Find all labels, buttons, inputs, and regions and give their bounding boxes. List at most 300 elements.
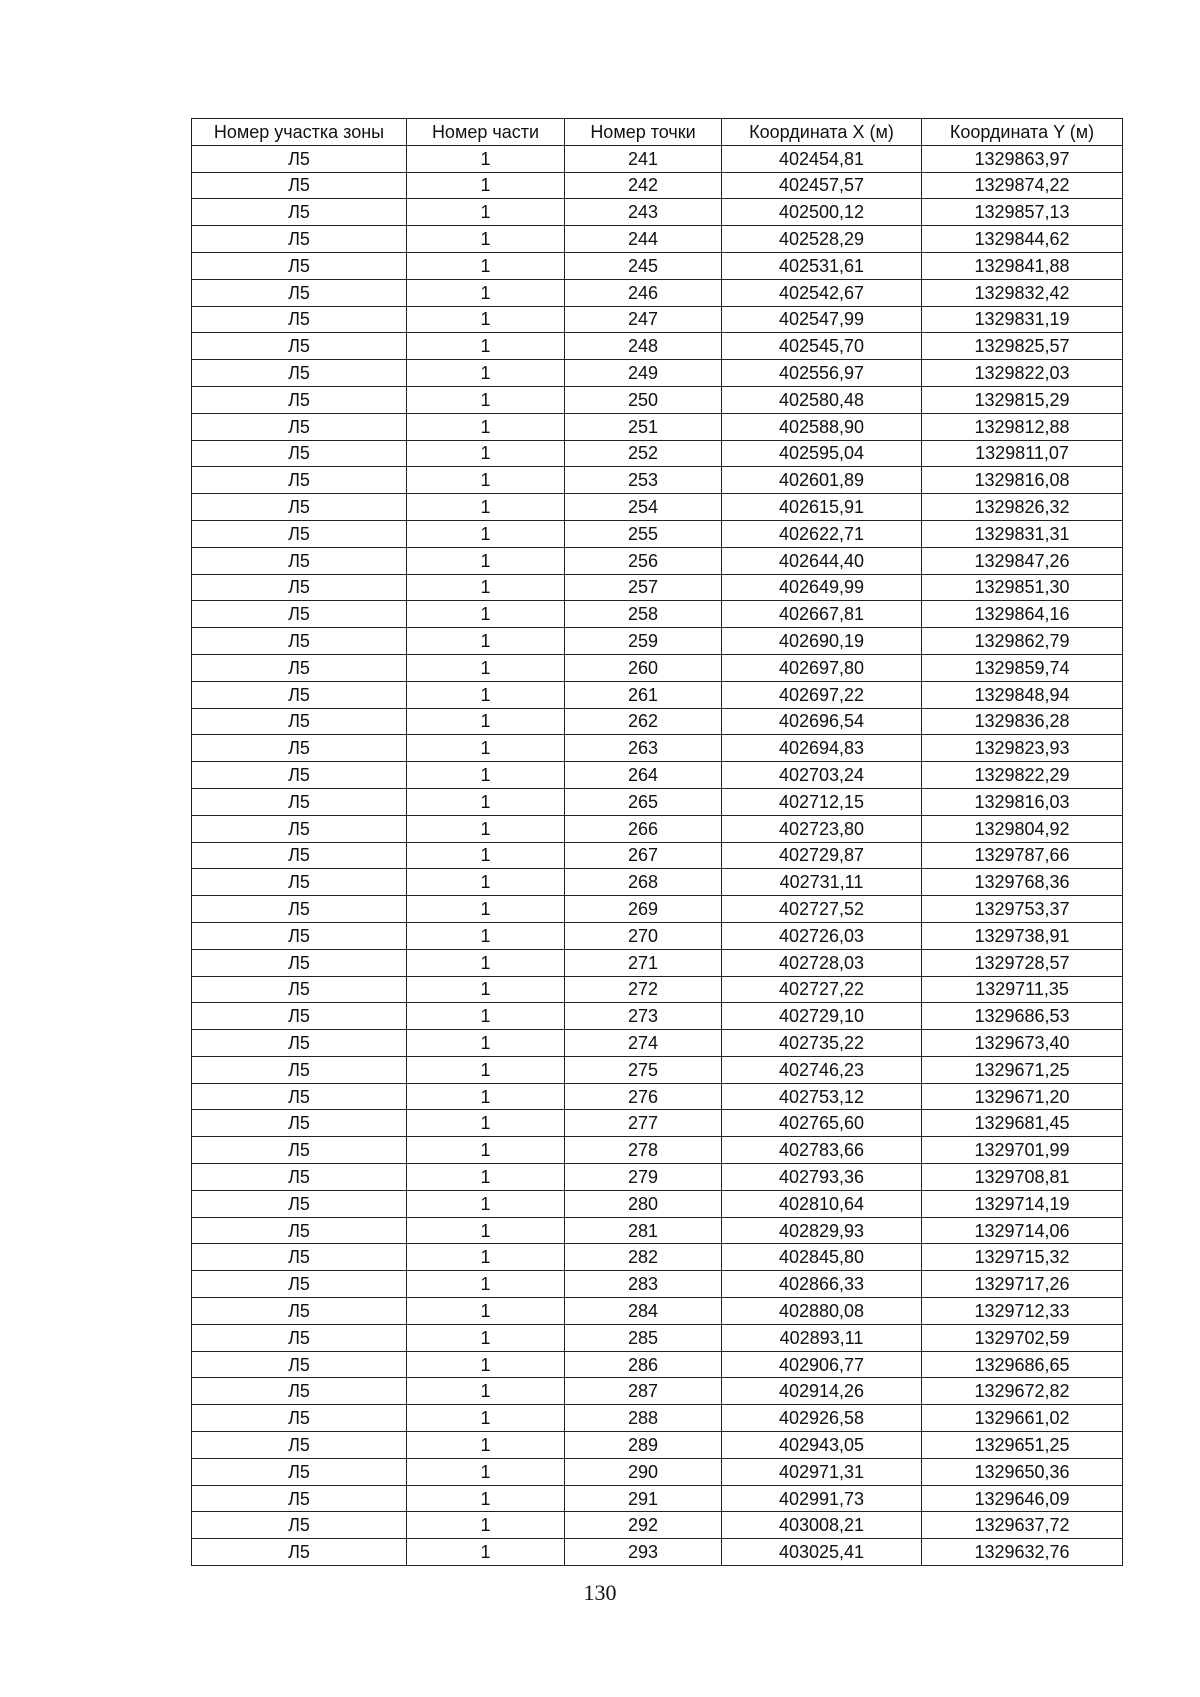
cell-part-number: 1 <box>407 681 565 708</box>
cell-zone-section: Л5 <box>192 788 407 815</box>
cell-point-number: 255 <box>565 520 722 547</box>
cell-zone-section: Л5 <box>192 735 407 762</box>
table-row <box>192 1378 1123 1405</box>
cell-coordinate-x: 402696,54 <box>722 708 922 735</box>
cell-point-number: 254 <box>565 494 722 521</box>
cell-coordinate-x: 402746,23 <box>722 1056 922 1083</box>
cell-part-number: 1 <box>407 628 565 655</box>
cell-zone-section: Л5 <box>192 386 407 413</box>
cell-coordinate-x: 402880,08 <box>722 1298 922 1325</box>
cell-coordinate-x: 402712,15 <box>722 788 922 815</box>
cell-coordinate-x: 402810,64 <box>722 1190 922 1217</box>
table-row <box>192 842 1123 869</box>
table-row <box>192 386 1123 413</box>
table-row <box>192 1485 1123 1512</box>
cell-coordinate-y: 1329851,30 <box>922 574 1123 601</box>
cell-coordinate-x: 402866,33 <box>722 1271 922 1298</box>
cell-point-number: 278 <box>565 1137 722 1164</box>
cell-point-number: 277 <box>565 1110 722 1137</box>
cell-coordinate-y: 1329650,36 <box>922 1458 1123 1485</box>
cell-zone-section: Л5 <box>192 333 407 360</box>
cell-coordinate-y: 1329836,28 <box>922 708 1123 735</box>
cell-coordinate-y: 1329822,03 <box>922 360 1123 387</box>
cell-part-number: 1 <box>407 1110 565 1137</box>
table-row <box>192 788 1123 815</box>
cell-point-number: 263 <box>565 735 722 762</box>
cell-coordinate-x: 402783,66 <box>722 1137 922 1164</box>
cell-coordinate-y: 1329857,13 <box>922 199 1123 226</box>
cell-part-number: 1 <box>407 1405 565 1432</box>
cell-point-number: 266 <box>565 815 722 842</box>
cell-point-number: 258 <box>565 601 722 628</box>
cell-coordinate-y: 1329826,32 <box>922 494 1123 521</box>
cell-part-number: 1 <box>407 1217 565 1244</box>
cell-zone-section: Л5 <box>192 199 407 226</box>
cell-point-number: 257 <box>565 574 722 601</box>
cell-part-number: 1 <box>407 654 565 681</box>
cell-point-number: 242 <box>565 172 722 199</box>
cell-zone-section: Л5 <box>192 815 407 842</box>
cell-part-number: 1 <box>407 1030 565 1057</box>
cell-coordinate-x: 402580,48 <box>722 386 922 413</box>
cell-coordinate-y: 1329753,37 <box>922 896 1123 923</box>
table-row <box>192 306 1123 333</box>
table-row <box>192 1244 1123 1271</box>
cell-coordinate-x: 402595,04 <box>722 440 922 467</box>
table-row <box>192 1137 1123 1164</box>
cell-point-number: 272 <box>565 976 722 1003</box>
cell-coordinate-y: 1329728,57 <box>922 949 1123 976</box>
cell-coordinate-y: 1329632,76 <box>922 1539 1123 1566</box>
cell-zone-section: Л5 <box>192 1244 407 1271</box>
cell-point-number: 268 <box>565 869 722 896</box>
cell-zone-section: Л5 <box>192 1217 407 1244</box>
table-row <box>192 145 1123 172</box>
cell-part-number: 1 <box>407 1298 565 1325</box>
cell-point-number: 274 <box>565 1030 722 1057</box>
cell-coordinate-x: 402556,97 <box>722 360 922 387</box>
cell-point-number: 260 <box>565 654 722 681</box>
cell-coordinate-x: 402723,80 <box>722 815 922 842</box>
table-row <box>192 199 1123 226</box>
cell-coordinate-x: 402845,80 <box>722 1244 922 1271</box>
table-row <box>192 815 1123 842</box>
cell-part-number: 1 <box>407 1056 565 1083</box>
table-row <box>192 360 1123 387</box>
cell-zone-section: Л5 <box>192 1110 407 1137</box>
table-row <box>192 1351 1123 1378</box>
cell-coordinate-x: 402615,91 <box>722 494 922 521</box>
cell-coordinate-y: 1329841,88 <box>922 252 1123 279</box>
cell-zone-section: Л5 <box>192 1458 407 1485</box>
cell-part-number: 1 <box>407 1378 565 1405</box>
cell-point-number: 262 <box>565 708 722 735</box>
cell-point-number: 246 <box>565 279 722 306</box>
cell-part-number: 1 <box>407 1539 565 1566</box>
cell-coordinate-y: 1329815,29 <box>922 386 1123 413</box>
table-row <box>192 520 1123 547</box>
cell-coordinate-y: 1329864,16 <box>922 601 1123 628</box>
cell-part-number: 1 <box>407 1003 565 1030</box>
cell-zone-section: Л5 <box>192 976 407 1003</box>
cell-coordinate-x: 402731,11 <box>722 869 922 896</box>
cell-part-number: 1 <box>407 1432 565 1459</box>
cell-zone-section: Л5 <box>192 601 407 628</box>
cell-zone-section: Л5 <box>192 145 407 172</box>
cell-part-number: 1 <box>407 1190 565 1217</box>
cell-zone-section: Л5 <box>192 494 407 521</box>
table-row <box>192 628 1123 655</box>
cell-coordinate-y: 1329671,20 <box>922 1083 1123 1110</box>
cell-zone-section: Л5 <box>192 1512 407 1539</box>
cell-part-number: 1 <box>407 333 565 360</box>
cell-coordinate-y: 1329823,93 <box>922 735 1123 762</box>
page-number: 130 <box>583 1580 617 1605</box>
cell-coordinate-x: 402735,22 <box>722 1030 922 1057</box>
table-body <box>192 145 1123 1565</box>
table-row <box>192 1083 1123 1110</box>
header-coordinate-x: Координата X (м) <box>722 119 922 146</box>
cell-zone-section: Л5 <box>192 1030 407 1057</box>
cell-coordinate-y: 1329711,35 <box>922 976 1123 1003</box>
cell-zone-section: Л5 <box>192 306 407 333</box>
cell-coordinate-y: 1329714,06 <box>922 1217 1123 1244</box>
cell-part-number: 1 <box>407 199 565 226</box>
cell-coordinate-y: 1329768,36 <box>922 869 1123 896</box>
cell-coordinate-x: 402545,70 <box>722 333 922 360</box>
cell-coordinate-y: 1329787,66 <box>922 842 1123 869</box>
coordinates-table <box>191 118 1123 1566</box>
cell-part-number: 1 <box>407 1271 565 1298</box>
cell-point-number: 282 <box>565 1244 722 1271</box>
cell-coordinate-x: 402991,73 <box>722 1485 922 1512</box>
cell-coordinate-x: 402531,61 <box>722 252 922 279</box>
cell-coordinate-x: 402829,93 <box>722 1217 922 1244</box>
cell-coordinate-x: 402601,89 <box>722 467 922 494</box>
cell-coordinate-y: 1329637,72 <box>922 1512 1123 1539</box>
table-row <box>192 1164 1123 1191</box>
cell-coordinate-y: 1329811,07 <box>922 440 1123 467</box>
cell-point-number: 256 <box>565 547 722 574</box>
cell-zone-section: Л5 <box>192 1164 407 1191</box>
cell-part-number: 1 <box>407 172 565 199</box>
cell-coordinate-y: 1329831,19 <box>922 306 1123 333</box>
cell-coordinate-x: 402690,19 <box>722 628 922 655</box>
table-row <box>192 681 1123 708</box>
cell-point-number: 247 <box>565 306 722 333</box>
cell-zone-section: Л5 <box>192 1539 407 1566</box>
cell-part-number: 1 <box>407 252 565 279</box>
header-part-number: Номер части <box>407 119 565 146</box>
cell-zone-section: Л5 <box>192 1190 407 1217</box>
cell-coordinate-x: 402943,05 <box>722 1432 922 1459</box>
cell-coordinate-y: 1329646,09 <box>922 1485 1123 1512</box>
cell-zone-section: Л5 <box>192 869 407 896</box>
cell-part-number: 1 <box>407 601 565 628</box>
cell-coordinate-x: 402971,31 <box>722 1458 922 1485</box>
table-row <box>192 1298 1123 1325</box>
cell-point-number: 271 <box>565 949 722 976</box>
table-row <box>192 494 1123 521</box>
cell-coordinate-y: 1329804,92 <box>922 815 1123 842</box>
cell-zone-section: Л5 <box>192 842 407 869</box>
cell-zone-section: Л5 <box>192 252 407 279</box>
table-row <box>192 1324 1123 1351</box>
cell-coordinate-x: 402622,71 <box>722 520 922 547</box>
table-row <box>192 654 1123 681</box>
cell-point-number: 244 <box>565 226 722 253</box>
cell-point-number: 279 <box>565 1164 722 1191</box>
table-row <box>192 949 1123 976</box>
table-row <box>192 1405 1123 1432</box>
cell-zone-section: Л5 <box>192 360 407 387</box>
cell-part-number: 1 <box>407 1137 565 1164</box>
table-row <box>192 762 1123 789</box>
cell-coordinate-x: 403025,41 <box>722 1539 922 1566</box>
cell-coordinate-x: 402729,87 <box>722 842 922 869</box>
cell-zone-section: Л5 <box>192 226 407 253</box>
cell-coordinate-x: 402588,90 <box>722 413 922 440</box>
cell-coordinate-y: 1329715,32 <box>922 1244 1123 1271</box>
cell-coordinate-x: 402728,03 <box>722 949 922 976</box>
cell-point-number: 288 <box>565 1405 722 1432</box>
cell-coordinate-y: 1329859,74 <box>922 654 1123 681</box>
cell-zone-section: Л5 <box>192 1405 407 1432</box>
cell-coordinate-y: 1329848,94 <box>922 681 1123 708</box>
cell-coordinate-y: 1329681,45 <box>922 1110 1123 1137</box>
cell-point-number: 249 <box>565 360 722 387</box>
table-row <box>192 1217 1123 1244</box>
cell-zone-section: Л5 <box>192 1083 407 1110</box>
cell-part-number: 1 <box>407 413 565 440</box>
cell-coordinate-y: 1329822,29 <box>922 762 1123 789</box>
table-row <box>192 1190 1123 1217</box>
cell-part-number: 1 <box>407 467 565 494</box>
cell-zone-section: Л5 <box>192 413 407 440</box>
header-zone-section: Номер участка зоны <box>192 119 407 146</box>
cell-part-number: 1 <box>407 922 565 949</box>
table-row <box>192 1458 1123 1485</box>
cell-point-number: 286 <box>565 1351 722 1378</box>
cell-part-number: 1 <box>407 762 565 789</box>
cell-zone-section: Л5 <box>192 1003 407 1030</box>
cell-coordinate-y: 1329672,82 <box>922 1378 1123 1405</box>
cell-point-number: 245 <box>565 252 722 279</box>
cell-coordinate-x: 402454,81 <box>722 145 922 172</box>
cell-coordinate-y: 1329714,19 <box>922 1190 1123 1217</box>
table-header <box>192 119 1123 146</box>
cell-coordinate-y: 1329862,79 <box>922 628 1123 655</box>
cell-coordinate-x: 402528,29 <box>722 226 922 253</box>
cell-part-number: 1 <box>407 306 565 333</box>
cell-point-number: 285 <box>565 1324 722 1351</box>
cell-coordinate-x: 402914,26 <box>722 1378 922 1405</box>
cell-point-number: 291 <box>565 1485 722 1512</box>
cell-coordinate-y: 1329738,91 <box>922 922 1123 949</box>
table-row <box>192 1003 1123 1030</box>
table-row <box>192 708 1123 735</box>
table-row <box>192 601 1123 628</box>
cell-point-number: 275 <box>565 1056 722 1083</box>
cell-part-number: 1 <box>407 494 565 521</box>
table-row <box>192 574 1123 601</box>
cell-coordinate-x: 402727,22 <box>722 976 922 1003</box>
cell-coordinate-y: 1329712,33 <box>922 1298 1123 1325</box>
cell-zone-section: Л5 <box>192 1298 407 1325</box>
cell-part-number: 1 <box>407 547 565 574</box>
cell-point-number: 283 <box>565 1271 722 1298</box>
cell-zone-section: Л5 <box>192 547 407 574</box>
cell-zone-section: Л5 <box>192 1324 407 1351</box>
cell-zone-section: Л5 <box>192 279 407 306</box>
cell-coordinate-x: 402697,22 <box>722 681 922 708</box>
cell-point-number: 292 <box>565 1512 722 1539</box>
cell-coordinate-y: 1329671,25 <box>922 1056 1123 1083</box>
cell-part-number: 1 <box>407 1083 565 1110</box>
cell-point-number: 284 <box>565 1298 722 1325</box>
table-row <box>192 1271 1123 1298</box>
cell-part-number: 1 <box>407 1164 565 1191</box>
cell-zone-section: Л5 <box>192 520 407 547</box>
cell-coordinate-y: 1329816,08 <box>922 467 1123 494</box>
table-row <box>192 1539 1123 1566</box>
cell-zone-section: Л5 <box>192 1378 407 1405</box>
cell-coordinate-y: 1329816,03 <box>922 788 1123 815</box>
table-row <box>192 1512 1123 1539</box>
cell-zone-section: Л5 <box>192 1056 407 1083</box>
cell-coordinate-y: 1329661,02 <box>922 1405 1123 1432</box>
cell-coordinate-x: 402644,40 <box>722 547 922 574</box>
cell-zone-section: Л5 <box>192 896 407 923</box>
cell-part-number: 1 <box>407 788 565 815</box>
cell-point-number: 293 <box>565 1539 722 1566</box>
cell-coordinate-y: 1329651,25 <box>922 1432 1123 1459</box>
cell-coordinate-y: 1329717,26 <box>922 1271 1123 1298</box>
cell-part-number: 1 <box>407 1244 565 1271</box>
cell-part-number: 1 <box>407 949 565 976</box>
cell-part-number: 1 <box>407 735 565 762</box>
cell-coordinate-x: 402500,12 <box>722 199 922 226</box>
cell-coordinate-x: 402753,12 <box>722 1083 922 1110</box>
cell-zone-section: Л5 <box>192 1137 407 1164</box>
cell-part-number: 1 <box>407 815 565 842</box>
cell-zone-section: Л5 <box>192 922 407 949</box>
cell-part-number: 1 <box>407 574 565 601</box>
table-row <box>192 333 1123 360</box>
cell-coordinate-x: 402694,83 <box>722 735 922 762</box>
table-row <box>192 1432 1123 1459</box>
table-row <box>192 467 1123 494</box>
cell-coordinate-y: 1329825,57 <box>922 333 1123 360</box>
cell-point-number: 265 <box>565 788 722 815</box>
cell-point-number: 250 <box>565 386 722 413</box>
cell-zone-section: Л5 <box>192 654 407 681</box>
cell-zone-section: Л5 <box>192 949 407 976</box>
cell-part-number: 1 <box>407 386 565 413</box>
table-row <box>192 869 1123 896</box>
cell-part-number: 1 <box>407 1512 565 1539</box>
cell-part-number: 1 <box>407 1458 565 1485</box>
cell-point-number: 243 <box>565 199 722 226</box>
cell-coordinate-y: 1329844,62 <box>922 226 1123 253</box>
cell-coordinate-x: 402542,67 <box>722 279 922 306</box>
cell-part-number: 1 <box>407 145 565 172</box>
cell-point-number: 251 <box>565 413 722 440</box>
cell-part-number: 1 <box>407 279 565 306</box>
table-row <box>192 1030 1123 1057</box>
cell-part-number: 1 <box>407 708 565 735</box>
cell-point-number: 290 <box>565 1458 722 1485</box>
cell-coordinate-x: 402926,58 <box>722 1405 922 1432</box>
table-row <box>192 413 1123 440</box>
cell-coordinate-x: 402765,60 <box>722 1110 922 1137</box>
cell-point-number: 280 <box>565 1190 722 1217</box>
cell-zone-section: Л5 <box>192 1485 407 1512</box>
cell-coordinate-x: 402726,03 <box>722 922 922 949</box>
cell-coordinate-x: 402457,57 <box>722 172 922 199</box>
cell-point-number: 252 <box>565 440 722 467</box>
cell-part-number: 1 <box>407 976 565 1003</box>
cell-part-number: 1 <box>407 842 565 869</box>
cell-part-number: 1 <box>407 1324 565 1351</box>
cell-point-number: 281 <box>565 1217 722 1244</box>
cell-point-number: 248 <box>565 333 722 360</box>
cell-coordinate-x: 402649,99 <box>722 574 922 601</box>
cell-zone-section: Л5 <box>192 467 407 494</box>
cell-coordinate-x: 402727,52 <box>722 896 922 923</box>
cell-coordinate-y: 1329708,81 <box>922 1164 1123 1191</box>
cell-part-number: 1 <box>407 360 565 387</box>
cell-zone-section: Л5 <box>192 681 407 708</box>
cell-zone-section: Л5 <box>192 1271 407 1298</box>
cell-point-number: 270 <box>565 922 722 949</box>
table-row <box>192 226 1123 253</box>
cell-zone-section: Л5 <box>192 172 407 199</box>
cell-part-number: 1 <box>407 226 565 253</box>
cell-coordinate-y: 1329686,53 <box>922 1003 1123 1030</box>
cell-point-number: 264 <box>565 762 722 789</box>
cell-coordinate-x: 402547,99 <box>722 306 922 333</box>
cell-coordinate-x: 402667,81 <box>722 601 922 628</box>
table-row <box>192 547 1123 574</box>
table-row <box>192 922 1123 949</box>
cell-point-number: 241 <box>565 145 722 172</box>
table-row <box>192 896 1123 923</box>
cell-coordinate-y: 1329863,97 <box>922 145 1123 172</box>
cell-part-number: 1 <box>407 896 565 923</box>
table-row <box>192 172 1123 199</box>
cell-point-number: 253 <box>565 467 722 494</box>
table-row <box>192 976 1123 1003</box>
cell-point-number: 259 <box>565 628 722 655</box>
table-row <box>192 279 1123 306</box>
header-point-number: Номер точки <box>565 119 722 146</box>
cell-zone-section: Л5 <box>192 574 407 601</box>
cell-point-number: 289 <box>565 1432 722 1459</box>
cell-point-number: 261 <box>565 681 722 708</box>
cell-zone-section: Л5 <box>192 762 407 789</box>
cell-zone-section: Л5 <box>192 1351 407 1378</box>
cell-coordinate-y: 1329702,59 <box>922 1324 1123 1351</box>
cell-coordinate-x: 402729,10 <box>722 1003 922 1030</box>
cell-coordinate-y: 1329874,22 <box>922 172 1123 199</box>
cell-coordinate-x: 402703,24 <box>722 762 922 789</box>
cell-point-number: 269 <box>565 896 722 923</box>
table-row <box>192 440 1123 467</box>
header-row <box>192 119 1123 146</box>
table-row <box>192 252 1123 279</box>
cell-point-number: 276 <box>565 1083 722 1110</box>
